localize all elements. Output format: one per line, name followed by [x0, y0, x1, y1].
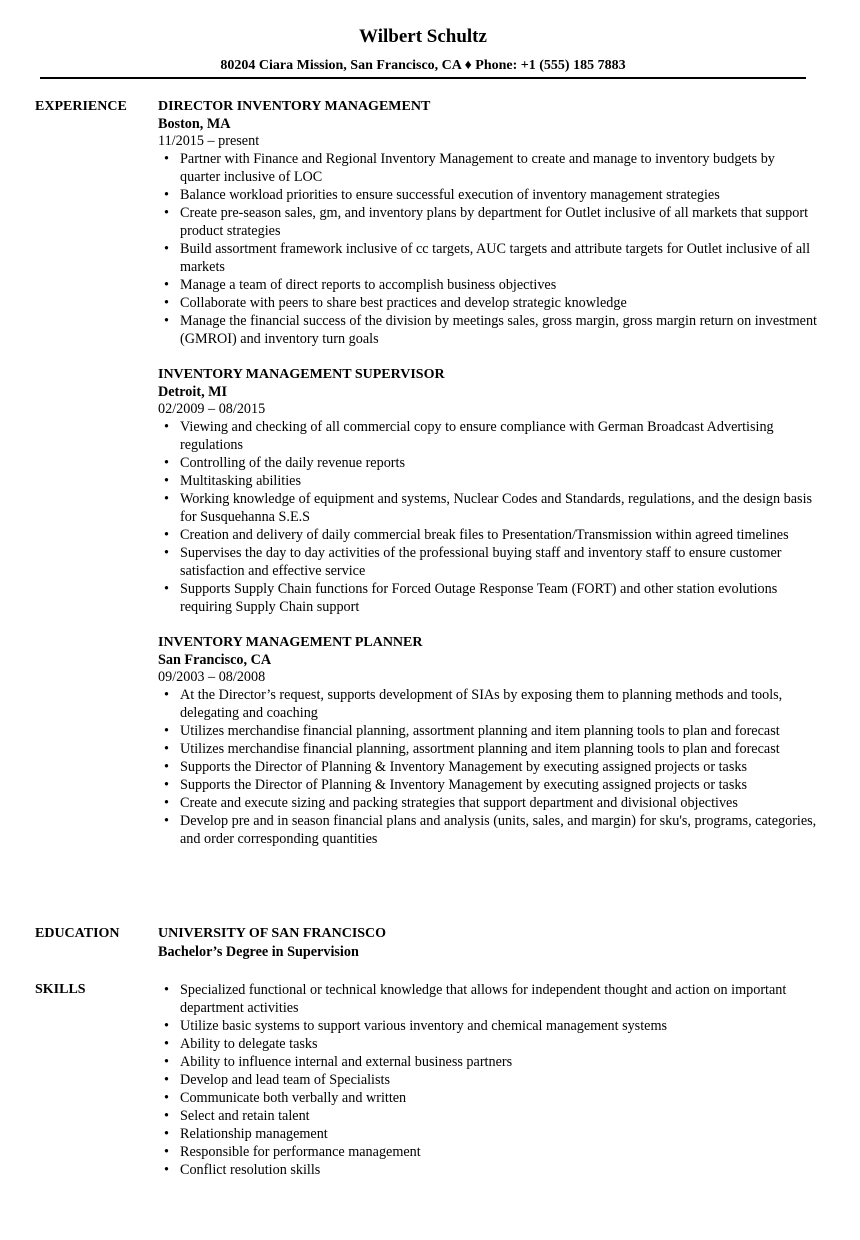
- resume-header: [0, 26, 846, 75]
- job-bullets: [158, 418, 818, 616]
- job-dates: 09/2003 – 08/2008: [158, 669, 266, 685]
- job-title: INVENTORY MANAGEMENT SUPERVISOR: [158, 367, 445, 382]
- job-bullet: • Create and execute sizing and packing strategies that support department and divisional objectives: [180, 794, 818, 812]
- skills-body: [158, 981, 818, 1179]
- skill-item: • Ability to influence internal and external business partners: [180, 1053, 818, 1071]
- skill-item: • Develop and lead team of Specialists: [180, 1071, 818, 1089]
- job-location: Boston, MA: [158, 116, 231, 132]
- job-bullet: • Utilizes merchandise financial planning, assortment planning and item planning tools to plan and forecast: [180, 722, 818, 740]
- skill-item: • Relationship management: [180, 1125, 818, 1143]
- job-title: INVENTORY MANAGEMENT PLANNER: [158, 635, 423, 650]
- skills-list: [158, 981, 818, 1179]
- candidate-name: Wilbert Schultz: [359, 26, 487, 47]
- school-name: UNIVERSITY OF SAN FRANCISCO: [158, 926, 387, 941]
- job-title: DIRECTOR INVENTORY MANAGEMENT: [158, 99, 431, 114]
- job-entry: [158, 98, 818, 348]
- job-bullet: • At the Director’s request, supports development of SIAs by exposing them to planning methods and tools, delegating and coaching: [180, 686, 818, 722]
- job-bullet: • Balance workload priorities to ensure successful execution of inventory management strategies: [180, 186, 818, 204]
- job-bullet: • Develop pre and in season financial plans and analysis (units, sales, and margin) for sku's, programs, categories, and order corresponding quantities: [180, 812, 818, 848]
- job-bullets: [158, 150, 818, 348]
- header-divider: [40, 77, 806, 79]
- job-bullet: • Multitasking abilities: [180, 472, 818, 490]
- job-bullet: • Supports the Director of Planning & Inventory Management by executing assigned projects or tasks: [180, 758, 818, 776]
- skill-item: • Select and retain talent: [180, 1107, 818, 1125]
- contact-line: 80204 Ciara Mission, San Francisco, CA ♦ Phone: +1 (555) 185 7883: [220, 58, 626, 73]
- job-bullet: • Utilizes merchandise financial planning, assortment planning and item planning tools to plan and forecast: [180, 740, 818, 758]
- job-entry: [158, 366, 818, 616]
- section-label-education: EDUCATION: [35, 926, 120, 941]
- job-entry: [158, 634, 818, 848]
- job-bullet: • Working knowledge of equipment and systems, Nuclear Codes and Standards, regulations, and the design basis for Susquehanna S.E.S: [180, 490, 818, 526]
- skill-item: • Communicate both verbally and written: [180, 1089, 818, 1107]
- job-bullet: • Manage the financial success of the division by meetings sales, gross margin, gross margin return on investment (GMROI) and inventory turn goals: [180, 312, 818, 348]
- skill-item: • Specialized functional or technical knowledge that allows for independent thought and action on important department activities: [180, 981, 818, 1017]
- section-label-experience: EXPERIENCE: [35, 99, 127, 114]
- skill-item: • Responsible for performance management: [180, 1143, 818, 1161]
- job-bullet: • Build assortment framework inclusive of cc targets, AUC targets and attribute targets for Outlet inclusive of all markets: [180, 240, 818, 276]
- degree: Bachelor’s Degree in Supervision: [158, 944, 359, 960]
- skill-item: • Conflict resolution skills: [180, 1161, 818, 1179]
- skill-item: • Ability to delegate tasks: [180, 1035, 818, 1053]
- experience-body: [158, 98, 818, 848]
- job-bullets: [158, 686, 818, 848]
- job-bullet: • Viewing and checking of all commercial copy to ensure compliance with German Broadcast Advertising regulations: [180, 418, 818, 454]
- job-bullet: • Supervises the day to day activities of the professional buying staff and inventory staff to ensure customer satisfaction and effective service: [180, 544, 818, 580]
- section-label-skills: SKILLS: [35, 982, 86, 997]
- job-bullet: • Manage a team of direct reports to accomplish business objectives: [180, 276, 818, 294]
- job-bullet: • Collaborate with peers to share best practices and develop strategic knowledge: [180, 294, 818, 312]
- job-bullet: • Create pre-season sales, gm, and inventory plans by department for Outlet inclusive of all markets that support product strategies: [180, 204, 818, 240]
- job-location: San Francisco, CA: [158, 652, 272, 668]
- job-dates: 02/2009 – 08/2015: [158, 401, 266, 417]
- education-body: [158, 925, 818, 962]
- job-location: Detroit, MI: [158, 384, 228, 400]
- job-bullet: • Supports the Director of Planning & Inventory Management by executing assigned projects or tasks: [180, 776, 818, 794]
- job-bullet: • Creation and delivery of daily commercial break files to Presentation/Transmission within agreed timelines: [180, 526, 818, 544]
- skill-item: • Utilize basic systems to support various inventory and chemical management systems: [180, 1017, 818, 1035]
- job-bullet: • Partner with Finance and Regional Inventory Management to create and manage to inventory budgets by quarter inclusive of LOC: [180, 150, 818, 186]
- job-bullet: • Controlling of the daily revenue reports: [180, 454, 818, 472]
- job-bullet: • Supports Supply Chain functions for Forced Outage Response Team (FORT) and other station evolutions requiring Supply Chain support: [180, 580, 818, 616]
- job-dates: 11/2015 – present: [158, 133, 260, 149]
